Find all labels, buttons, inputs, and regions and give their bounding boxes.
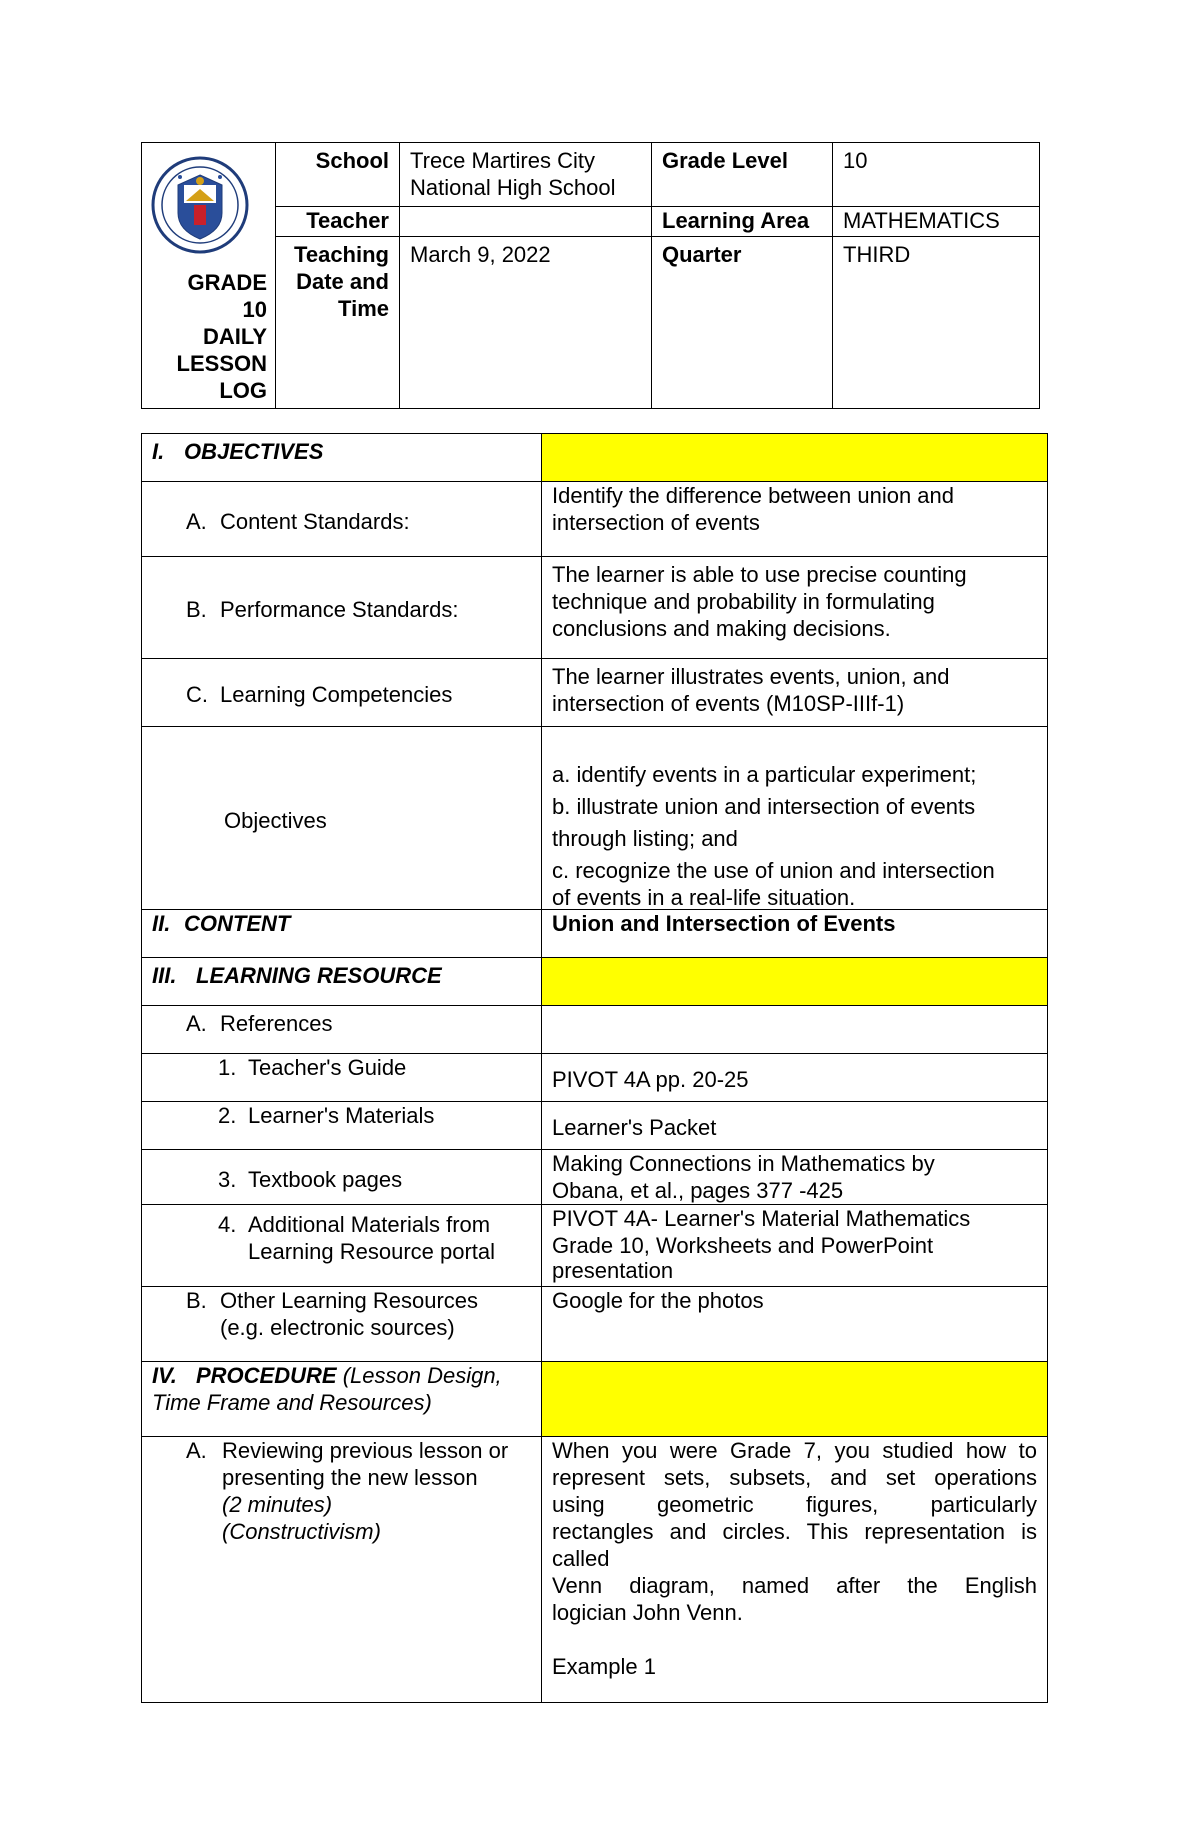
- learning-resource-heading: III. LEARNING RESOURCE: [142, 958, 542, 1006]
- procedure-heading: IV. PROCEDURE (Lesson Design, Time Frame and Resources): [142, 1362, 542, 1437]
- grade-title-line: LOG: [219, 378, 267, 403]
- reference-item-row: [142, 1102, 1048, 1150]
- grade-title-line: GRADE: [187, 270, 267, 295]
- objectives-row: [142, 727, 1048, 910]
- deped-seal-icon: [150, 155, 250, 255]
- other-resources-value: Google for the photos: [542, 1287, 1048, 1362]
- reference-item-label: 1. Teacher's Guide: [142, 1054, 542, 1102]
- content-standards-value: Identify the difference between union and intersection of events: [542, 482, 1048, 557]
- teaching-date-label: Teaching Date and Time: [276, 236, 400, 408]
- references-label: A. References: [142, 1006, 542, 1054]
- objectives-heading: I. OBJECTIVES: [142, 434, 542, 482]
- objectives-label: Objectives: [142, 727, 542, 910]
- procedure-header-row: [142, 1362, 1048, 1437]
- teacher-value: [400, 206, 652, 236]
- objectives-value: a. identify events in a particular experiment; b. illustrate union and intersection of events through listing; and c. recognize the use of union and intersection of events in a real-life situation.: [542, 727, 1048, 910]
- reference-item-label: 4. Additional Materials from Learning Resource portal: [142, 1205, 542, 1287]
- other-resources-row: [142, 1287, 1048, 1362]
- reference-item-value: PIVOT 4A pp. 20-25: [542, 1054, 1048, 1102]
- references-value: [542, 1006, 1048, 1054]
- reference-item-value: Learner's Packet: [542, 1102, 1048, 1150]
- grade-title-line: LESSON: [176, 351, 267, 376]
- quarter-label: Quarter: [652, 236, 833, 408]
- review-value: When you were Grade 7, you studied how to represent sets, subsets, and set operations using geometric figures, particularly rectangles and circles. This representation is called Venn diagram, named after the English logician John Venn. Example 1: [542, 1437, 1048, 1703]
- grade-level-value: 10: [833, 143, 1040, 207]
- quarter-value: THIRD: [833, 236, 1040, 408]
- grade-title-line: DAILY: [203, 324, 267, 349]
- content-heading: II. CONTENT: [142, 910, 542, 958]
- header-title-cell: [142, 143, 276, 409]
- learning-competencies-value: The learner illustrates events, union, and intersection of events (M10SP-IIIf-1): [542, 659, 1048, 727]
- school-value: Trece Martires City National High School: [400, 143, 652, 207]
- teaching-date-value: March 9, 2022: [400, 236, 652, 408]
- objectives-highlight-cell: [542, 434, 1048, 482]
- school-label: School: [276, 143, 400, 207]
- header-table: [141, 142, 1040, 409]
- learning-resource-highlight-cell: [542, 958, 1048, 1006]
- teacher-label: Teacher: [276, 206, 400, 236]
- performance-standards-value: The learner is able to use precise counting technique and probability in formulating conclusions and making decisions.: [542, 557, 1048, 659]
- reference-item-row: [142, 1150, 1048, 1205]
- reference-item-row: [142, 1205, 1048, 1287]
- content-standards-label: A. Content Standards:: [142, 482, 542, 557]
- reference-item-label: 2. Learner's Materials: [142, 1102, 542, 1150]
- grade-level-label: Grade Level: [652, 143, 833, 207]
- learning-resource-header-row: [142, 958, 1048, 1006]
- learning-area-label: Learning Area: [652, 206, 833, 236]
- content-standards-row: [142, 482, 1048, 557]
- references-row: [142, 1006, 1048, 1054]
- performance-standards-row: [142, 557, 1048, 659]
- objectives-header-row: [142, 434, 1048, 482]
- review-row: [142, 1437, 1048, 1703]
- content-row: [142, 910, 1048, 958]
- reference-item-value: PIVOT 4A- Learner's Material Mathematics Grade 10, Worksheets and PowerPoint presentation: [542, 1205, 1048, 1287]
- other-resources-label: B. Other Learning Resources (e.g. electronic sources): [142, 1287, 542, 1362]
- learning-competencies-row: [142, 659, 1048, 727]
- reference-item-row: [142, 1054, 1048, 1102]
- review-label: A. Reviewing previous lesson or presenting the new lesson (2 minutes) (Constructivism): [142, 1437, 542, 1703]
- content-value: Union and Intersection of Events: [542, 910, 1048, 958]
- lesson-table: [141, 433, 1048, 1703]
- learning-area-value: MATHEMATICS: [833, 206, 1040, 236]
- learning-competencies-label: C. Learning Competencies: [142, 659, 542, 727]
- example-label: Example 1: [552, 1654, 656, 1679]
- procedure-highlight-cell: [542, 1362, 1048, 1437]
- reference-item-value: Making Connections in Mathematics by Obana, et al., pages 377 -425: [542, 1150, 1048, 1205]
- reference-item-label: 3. Textbook pages: [142, 1150, 542, 1205]
- performance-standards-label: B. Performance Standards:: [142, 557, 542, 659]
- grade-title-line: 10: [242, 297, 267, 322]
